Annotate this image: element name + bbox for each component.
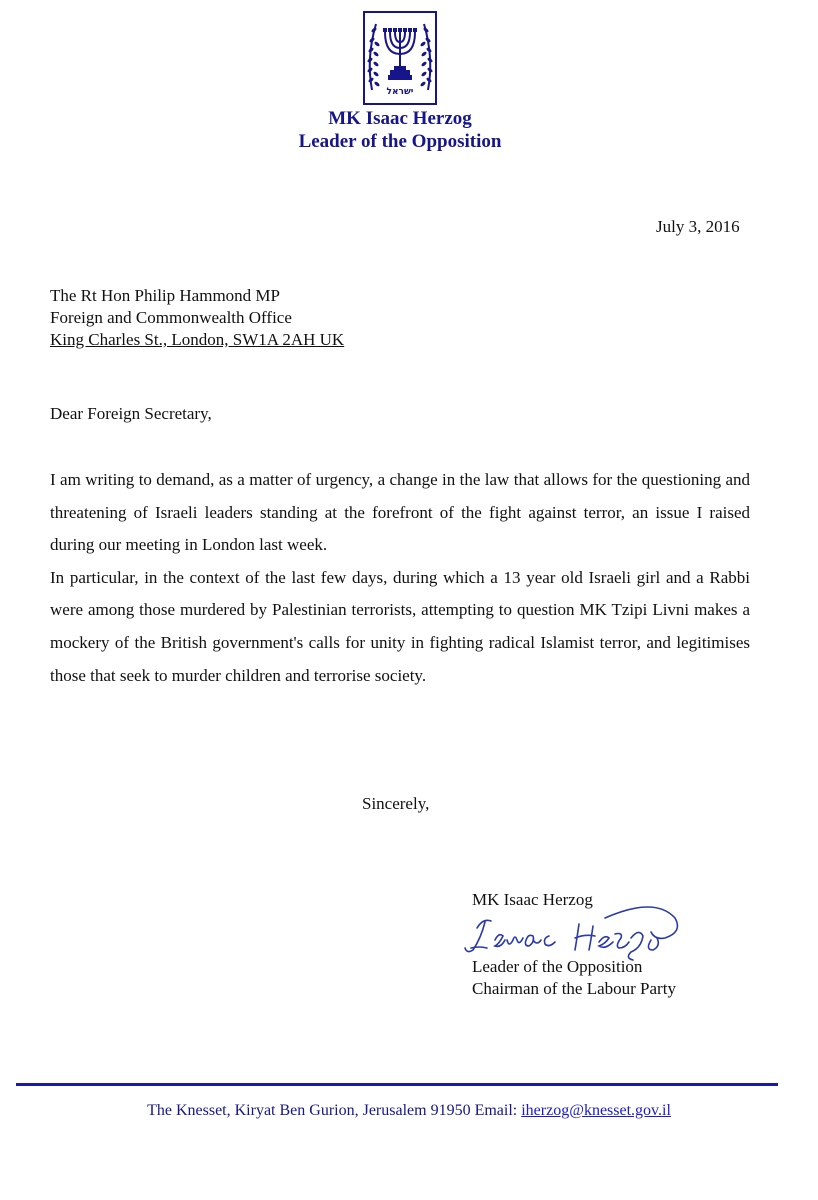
signatory-name: MK Isaac Herzog xyxy=(472,890,593,909)
letter-body xyxy=(50,464,750,692)
recipient-office: Foreign and Commonwealth Office xyxy=(50,308,292,327)
body-paragraph: In particular, in the context of the last few days, during which a 13 year old Israeli girl and a Rabbi were among those murdered by Palestinian terrorists, attempting to question MK Tzipi Livni makes a mockery of the British government's calls for unity in fighting radical Islamist terror, and legitimises those that seek to murder children and terrorise society. xyxy=(50,567,750,685)
body-paragraph: I am writing to demand, as a matter of urgency, a change in the law that allows for the questioning and threatening of Israeli leaders standing at the forefront of the fight against terror, an issue I raised during our meeting in London last week. xyxy=(50,470,750,555)
footer-email-link[interactable]: iherzog@knesset.gov.il xyxy=(521,1102,671,1119)
recipient-name: The Rt Hon Philip Hammond MP xyxy=(50,286,280,305)
letterhead-role: Leader of the Opposition xyxy=(298,131,502,152)
signatory-role-1: Leader of the Opposition xyxy=(472,957,643,976)
letterhead-name: MK Isaac Herzog xyxy=(328,108,472,129)
footer-divider xyxy=(16,1083,778,1086)
emblem-text: ישראל xyxy=(386,87,414,97)
recipient-street: King Charles St., London, SW1A 2AH UK xyxy=(50,330,345,349)
footer-address-text: The Knesset, Kiryat Ben Gurion, Jerusalem 91950 Email: xyxy=(147,1102,522,1119)
signatory-roles xyxy=(472,956,676,1000)
salutation: Dear Foreign Secretary, xyxy=(50,404,212,423)
recipient-address xyxy=(50,285,344,351)
signatory-role-2: Chairman of the Labour Party xyxy=(472,979,676,998)
knesset-emblem-icon xyxy=(362,10,438,106)
letter-date: July 3, 2016 xyxy=(656,217,740,236)
closing: Sincerely, xyxy=(362,794,430,813)
footer-address xyxy=(0,1102,818,1120)
